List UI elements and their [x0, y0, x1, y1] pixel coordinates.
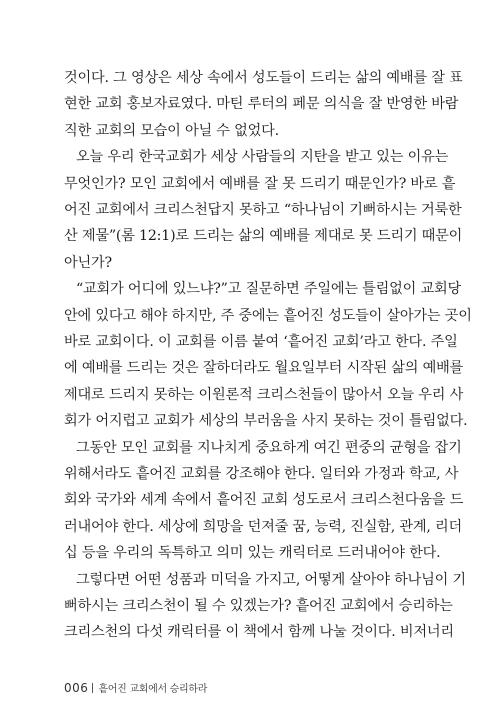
page-number: 006 [64, 681, 89, 695]
footer-divider [92, 683, 93, 693]
body-text-line: 그동안 모인 교회를 지나치게 중요하게 여긴 편중의 균형을 잡기 [76, 439, 462, 456]
body-text-line: 직한 교회의 모습이 아닐 수 없었다. [64, 122, 279, 139]
body-text-line: 뻐하시는 크리스천이 될 수 있겠는가? 흩어진 교회에서 승리하는 [64, 598, 453, 614]
body-text-line: 크리스천의 다섯 캐릭터를 이 책에서 함께 나눌 것이다. 비저너리 [64, 624, 454, 641]
body-text-line: 아닌가? [64, 254, 112, 271]
body-text-line: 안에 있다고 해야 하지만, 주 중에는 흩어진 성도들이 살아가는 곳이 [64, 307, 472, 324]
body-text-line: 어진 교회에서 크리스천답지 못하고 “하나님이 기뻐하시는 거룩한 [64, 202, 462, 218]
body-text-line: 것이다. 그 영상은 세상 속에서 성도들이 드리는 삶의 예배를 잘 표 [64, 70, 463, 86]
body-text-line: 위해서라도 흩어진 교회를 강조해야 한다. 일터와 가정과 학교, 사 [64, 466, 459, 482]
body-text-line: 바로 교회이다. 이 교회를 이름 붙여 ‘흩어진 교회’라고 한다. 주일 [64, 334, 458, 350]
body-text-line: “교회가 어디에 있느냐?”고 질문하면 주일에는 틀림없이 교회당 [76, 281, 462, 298]
running-title: 흩어진 교회에서 승리하라 [98, 684, 208, 695]
body-text-line: 무엇인가? 모인 교회에서 예배를 잘 못 드리기 때문인가? 바로 흩 [64, 175, 456, 192]
body-text-line: 러내어야 한다. 세상에 희망을 던져줄 꿈, 능력, 진실함, 관계, 리더 [64, 518, 462, 535]
body-text-line: 오늘 우리 한국교회가 세상 사람들의 지탄을 받고 있는 이유는 [76, 149, 449, 166]
body-text-line: 현한 교회 홍보자료였다. 마틴 루터의 페문 의식을 잘 반영한 바람 [64, 96, 459, 113]
body-text-line: 에 예배를 드리는 것은 잘하더라도 월요일부터 시작된 삶의 예배를 [64, 360, 464, 377]
body-text-line: 회와 국가와 세계 속에서 흩어진 교회 성도로서 크리스천다움을 드 [64, 492, 464, 509]
body-text-line: 제대로 드리지 못하는 이원론적 크리스천들이 많아서 오늘 우리 사 [64, 386, 464, 403]
body-text-line: 산 제물”(롬 12:1)로 드리는 삶의 예배를 제대로 못 드리기 때문이 [64, 228, 463, 245]
body-text-line: 그렇다면 어떤 성품과 미덕을 가지고, 어떻게 살아야 하나님이 기 [76, 571, 466, 588]
body-text-line: 회가 어지럽고 교회가 세상의 부러움을 사지 못하는 것이 틀림없다. [64, 413, 468, 430]
page-footer [64, 681, 207, 697]
body-text-line: 십 등을 우리의 독특하고 의미 있는 캐릭터로 드러내어야 한다. [64, 545, 441, 562]
